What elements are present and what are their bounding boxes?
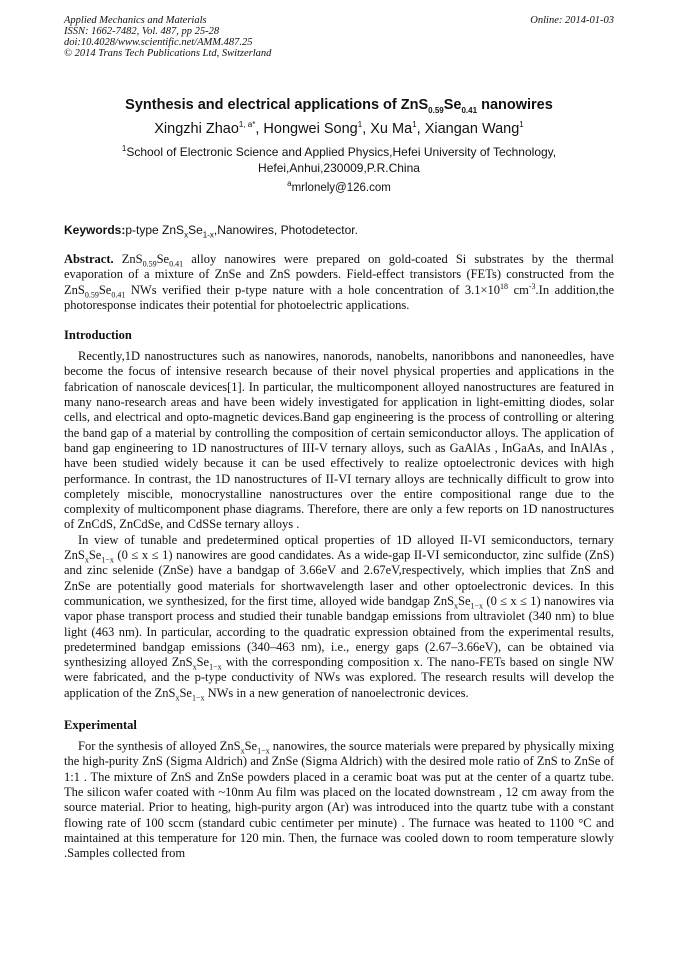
affiliation	[64, 144, 614, 176]
title-text: Synthesis and electrical applications of ZnS	[125, 97, 429, 113]
paragraph-subscript: x	[175, 693, 180, 703]
abstract-text: NWs verified their p-type nature with a hole concentration of 3.1×10	[125, 282, 501, 297]
paragraph-subscript: 1−x	[257, 746, 270, 756]
journal-name: Applied Mechanics and Materials	[64, 15, 207, 26]
keywords-text: ,Nanowires, Photodetector.	[213, 223, 358, 237]
keywords-label: Keywords:	[64, 223, 126, 237]
affiliation-line: Hefei,Anhui,230009,P.R.China	[258, 161, 420, 175]
introduction-paragraph-1: Recently,1D nanostructures such as nanowires, nanorods, nanobelts, nanoribbons and nanoneedles, have become the focus of intensive research because of their novel physical properties and applications in the fabrication of nanoscale devices[1]. In particular, the multicomponent alloyed nanostructures are featured in many nano-research areas and have been widely investigated for application in light-emitting diodes, solar cells, and electrical and opto-magnetic devices.Band gap engineering is the process of controlling or altering the band gap of a material by controlling the composition of certain semiconductor alloys. The application of band gap engineering to 1D nanostructures of III-V ternary alloys, such as GaAlAs , InGaAs, and InAlAs , have been studied widely because it can be used effectively to realize optoelectronic devices with high performance. In contrast, the 1D nanostructures of II-VI ternary alloys are technically difficult to grow into completely miscible, monocrystalline nanostructures over the entire compositional range due to the complexity of multicomponent phase diagrams. Therefore, there are only a few reports on 1D nanostructures of ZnCdS, ZnCdSe, and CdSSe ternary alloys .	[64, 349, 614, 532]
affiliation-mark: 1	[121, 144, 127, 153]
abstract-text: ZnS	[113, 252, 143, 266]
author-affil-mark: 1	[519, 120, 524, 130]
abstract-subscript: 0.41	[111, 290, 126, 300]
abstract-text: cm	[508, 282, 529, 297]
author-affil-mark: 1, a*	[238, 120, 256, 130]
paragraph-subscript: x	[454, 601, 459, 611]
paragraph-subscript: x	[192, 662, 197, 672]
paragraph-text: (0 ≤ x ≤ 1) nanowires via vapor phase transport process and studied their tunable bandgap emissions from ultraviolet (340 nm) to blue light (463 nm). In particular, according to the quadratic expression obtained from the experimental results, predetermined bandgap emissions (340–463 nm), i.e., energy gaps (2.67–3.66eV), can be obtained via synthesizing alloyed ZnS	[64, 593, 614, 670]
title-text: Se	[443, 97, 462, 113]
abstract-superscript: -3	[528, 281, 536, 291]
title-text: nanowires	[477, 97, 553, 113]
keywords	[64, 223, 614, 238]
paragraph-text: Se	[458, 593, 471, 608]
introduction-paragraph-2	[64, 533, 614, 701]
paper-page	[64, 15, 614, 861]
paragraph-subscript: 1−x	[191, 693, 205, 703]
doi-line: doi:10.4028/www.scientific.net/AMM.487.25	[64, 37, 253, 48]
abstract-text: Se	[98, 282, 112, 297]
author-name: Hongwei Song	[263, 121, 358, 137]
experimental-paragraph-1	[64, 739, 614, 861]
email-mark: a	[287, 179, 292, 189]
paragraph-subscript: x	[84, 555, 89, 565]
paragraph-text: Se	[244, 739, 258, 754]
abstract-subscript: 0.59	[84, 290, 99, 300]
author-name: Xiangan Wang	[424, 121, 520, 137]
author-name: Xingzhi Zhao	[154, 121, 239, 137]
abstract-text: .In addition,the photoresponse indicates their potential for photoelectric applications.	[64, 282, 614, 312]
paragraph-subscript: 1−x	[101, 555, 114, 565]
paragraph-text: nanowires, the source materials were prepared by physically mixing the high-purity ZnS (Sigma Aldrich) and ZnSe (Sigma Aldrich) with the desired mole ratio of ZnS to ZnSe of 1:1 . The mixture of ZnS and ZnSe powders placed in a ceramic boat was put at the center of a quartz tube. The silicon wafer coated with ~10nm Au film was placed on the located downstream , 12 cm away from the source material. Prior to heating, high-purity argon (Ar) was introduced into the quartz tube with a constant flowing rate of 100 sccm (standard cubic centimeter per minute) . The furnace was heated to 1100 °C and maintained at this temperature for 120 min. Then, the furnace was cooled down to room temperature slowly .Samples collected from	[64, 739, 615, 861]
author-affil-mark: 1	[412, 120, 417, 130]
title-subscript: 0.41	[461, 105, 478, 115]
author-list: Xingzhi Zhao$^{1, a*}$, Hongwei Song$^1$, Xu Ma$^1$, Xiangan Wang$^1$	[154, 120, 524, 137]
abstract-superscript: 18	[500, 281, 509, 291]
author-email	[64, 181, 614, 195]
email-text: mrlonely@126.com	[291, 182, 391, 194]
abstract-label: Abstract.	[64, 252, 114, 266]
title-subscript: 0.59	[428, 105, 444, 115]
paragraph-text: In view of tunable and predetermined optical properties of 1D alloyed II-VI semiconductors, ternary ZnS	[64, 532, 614, 563]
abstract-subscript: 0.59	[142, 259, 157, 269]
online-date: Online: 2014-01-03	[530, 15, 614, 26]
abstract-subscript: 0.41	[169, 259, 184, 269]
keywords-text: p-type ZnS	[125, 223, 185, 237]
copyright-line: © 2014 Trans Tech Publications Ltd, Switzerland	[64, 48, 272, 59]
abstract-text: alloy nanowires were prepared on gold-coated Si substrates by the thermal evaporation of a mixture of ZnSe and ZnS powders. Field-effect transistors (FETs) constructed from the ZnS	[64, 252, 615, 297]
paragraph-text: with the corresponding composition x. The nano-FETs based on single NW were fabricated, and the p-type conductivity of NWs was explored. The research results will develop the application of the ZnS	[64, 655, 614, 700]
issn-line: ISSN: 1662-7482, Vol. 487, pp 25-28	[64, 26, 220, 37]
keywords-text: Se	[188, 223, 203, 237]
paragraph-subscript: 1−x	[209, 662, 222, 672]
keywords-subscript: 1-x	[202, 230, 214, 240]
paragraph-subscript: 1−x	[470, 601, 484, 611]
journal-header	[64, 15, 614, 61]
paragraph-text: NWs in a new generation of nanoelectronic devices.	[204, 685, 469, 700]
paragraph-text: Se	[179, 685, 192, 700]
abstract-text: Se	[156, 252, 170, 266]
paper-title	[64, 97, 614, 113]
paragraph-text: (0 ≤ x ≤ 1) nanowires are good candidates. As a wide-gap II-VI semiconductor, zinc sulfide (ZnS) and zinc selenide (ZnSe) have a bandgap of 3.66eV and 2.67eV,respectively, which implies that ZnS and ZnSe are potentially good materials for shortwavelength laser and other optoelectronic devices. In this communication, we synthesized, for the first time, alloyed wide bandgap ZnS	[64, 548, 614, 608]
paragraph-text: Se	[196, 655, 210, 670]
affiliation-line: School of Electronic Science and Applied Physics,Hefei University of Technology,	[126, 145, 557, 159]
keywords-subscript: x	[184, 230, 189, 240]
paragraph-text: For the synthesis of alloyed ZnS	[78, 739, 241, 754]
paragraph-text: Se	[88, 548, 102, 563]
section-heading-experimental: Experimental	[64, 718, 137, 733]
author-affil-mark: 1	[357, 120, 363, 130]
author-name: Xu Ma	[370, 121, 413, 137]
paragraph-subscript: x	[240, 746, 245, 756]
section-heading-introduction: Introduction	[64, 328, 132, 343]
abstract	[64, 252, 614, 313]
